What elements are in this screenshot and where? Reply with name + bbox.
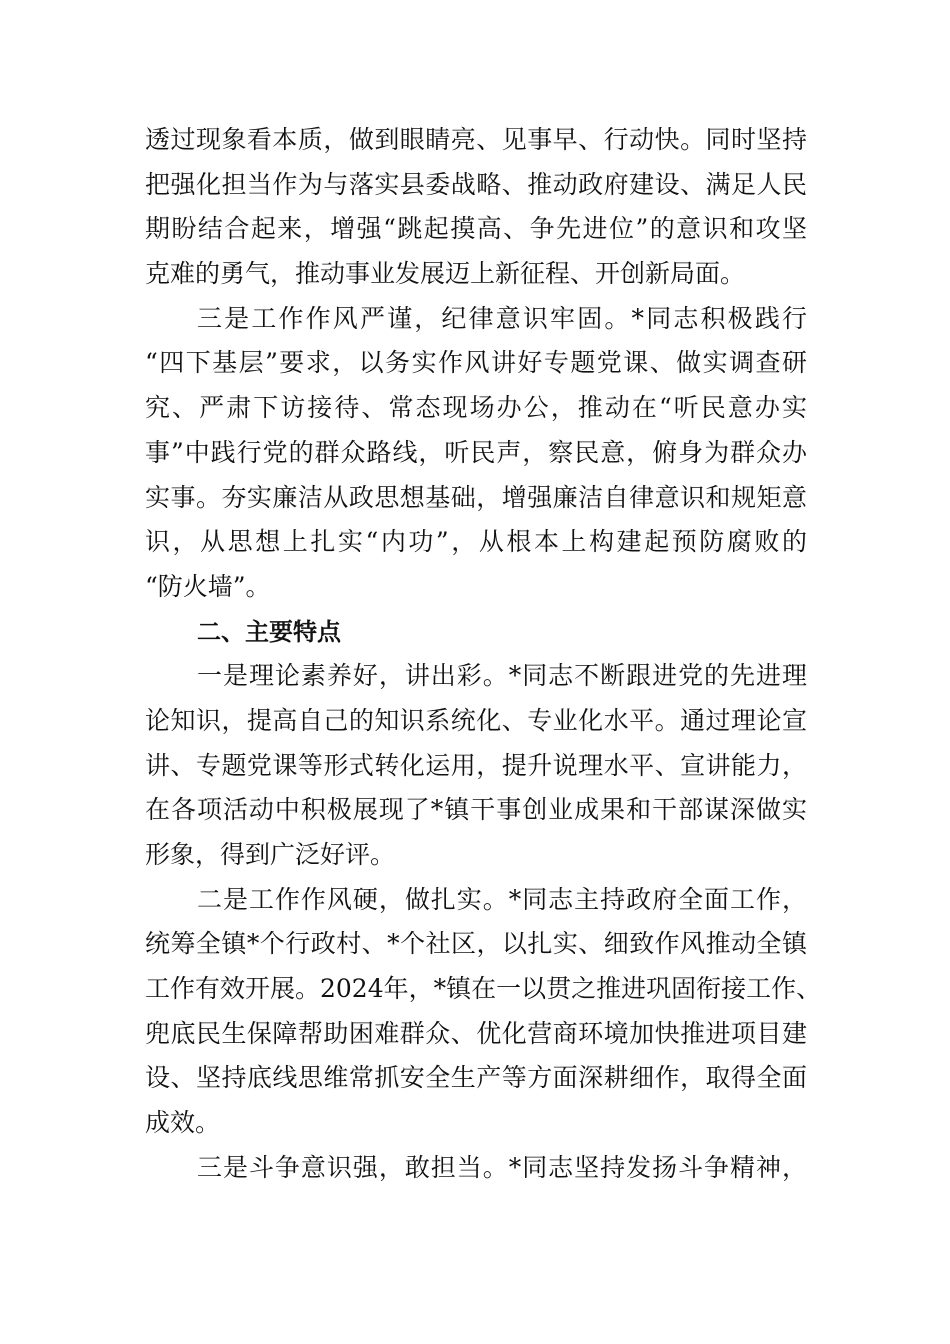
text-line: 在各项活动中积极展现了*镇干事创业成果和干部谋深做实 bbox=[145, 795, 807, 825]
text-line: 二是工作作风硬，做扎实。*同志主持政府全面工作， bbox=[197, 884, 807, 914]
text-line: 论知识，提高自己的知识系统化、专业化水平。通过理论宣 bbox=[145, 705, 807, 735]
text-line: 形象，得到广泛好评。 bbox=[145, 840, 396, 869]
paragraph-1-continuation bbox=[145, 118, 807, 297]
text-line: 设、坚持底线思维常抓安全生产等方面深耕细作，取得全面 bbox=[145, 1063, 807, 1093]
text-line: 究、严肃下访接待、常态现场办公，推动在“听民意办实 bbox=[145, 393, 807, 423]
paragraph-work-style bbox=[145, 297, 807, 610]
text-line: “防火墙”。 bbox=[145, 571, 271, 601]
text-line: 统筹全镇*个行政村、*个社区，以扎实、细致作风推动全镇 bbox=[145, 929, 807, 959]
text-line: 兜底民生保障帮助困难群众、优化营商环境加快推进项目建 bbox=[145, 1018, 807, 1048]
text-line: 识，从思想上扎实“内功”，从根本上构建起预防腐败的 bbox=[145, 527, 807, 557]
text-line: 把强化担当作为与落实县委战略、推动政府建设、满足人民 bbox=[145, 169, 807, 199]
text-line: 讲、专题党课等形式转化运用，提升说理水平、宣讲能力， bbox=[145, 750, 807, 780]
text-line: 期盼结合起来，增强“跳起摸高、争先进位”的意识和攻坚 bbox=[145, 214, 807, 244]
text-line: 事”中践行党的群众路线，听民声，察民意，俯身为群众办 bbox=[145, 437, 807, 467]
text-line: 克难的勇气，推动事业发展迈上新征程、开创新局面。 bbox=[145, 259, 746, 289]
text-line: 工作有效开展。2024年，*镇在一以贯之推进巩固衔接工作、 bbox=[145, 974, 822, 1004]
text-line: 三是斗争意识强，敢担当。*同志坚持发扬斗争精神， bbox=[197, 1152, 807, 1182]
paragraph-struggle bbox=[145, 1146, 807, 1191]
text-line: 透过现象看本质，做到眼睛亮、见事早、行动快。同时坚持 bbox=[145, 125, 807, 154]
text-line: 一是理论素养好，讲出彩。*同志不断跟进党的先进理 bbox=[197, 661, 807, 691]
paragraph-theory bbox=[145, 654, 807, 877]
text-line: 成效。 bbox=[145, 1108, 221, 1138]
text-line: 三是工作作风严谨，纪律意识牢固。*同志积极践行 bbox=[197, 303, 807, 333]
document-body bbox=[145, 118, 822, 1191]
section-heading: 二、主要特点 bbox=[197, 617, 341, 646]
text-line: “四下基层”要求，以务实作风讲好专题党课、做实调查研 bbox=[145, 348, 807, 378]
paragraph-solid-work bbox=[145, 878, 822, 1146]
text-line: 实事。夯实廉洁从政思想基础，增强廉洁自律意识和规矩意 bbox=[145, 482, 807, 512]
